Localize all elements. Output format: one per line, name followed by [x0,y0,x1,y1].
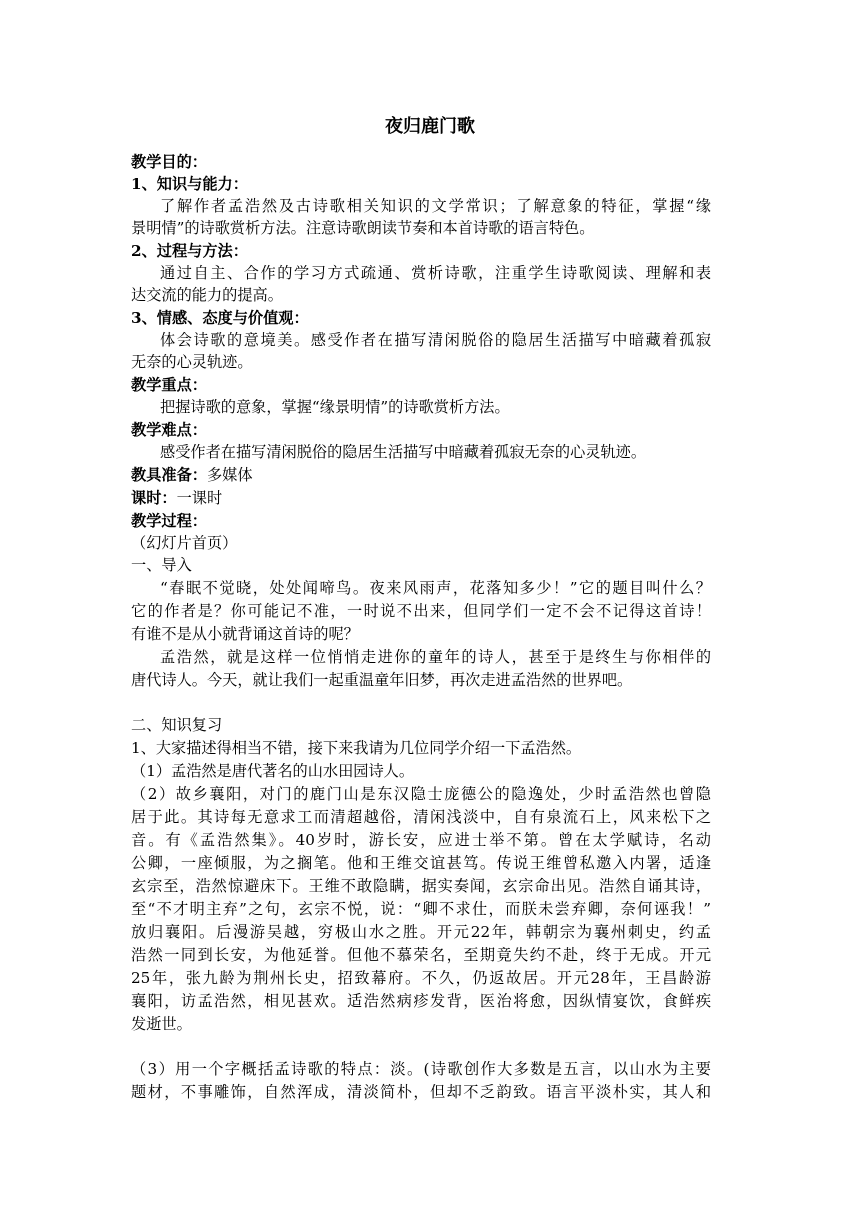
paragraph-line: 体会诗歌的意境美。感受作者在描写清闲脱俗的隐居生活描写中暗藏着孤寂 [160,331,711,349]
paragraph-line: 放归襄阳。后漫游吴越，穷极山水之胜。开元22年，韩朝宗为襄州刺史，约孟 [131,923,711,941]
paragraph-line: 通过自主、合作的学习方式疏通、赏析诗歌，注重学生诗歌阅读、理解和表 [160,264,711,282]
class-hours-label: 课时： [131,489,177,507]
paragraph-line: （幻灯片首页） [131,534,238,552]
paragraph-line: 有谁不是从小就背诵这首诗的呢？ [131,625,359,643]
teaching-aids-value: 多媒体 [206,466,253,484]
section-heading-objectives: 教学目的： [131,153,207,171]
document-title: 夜归鹿门歌 [385,116,475,137]
paragraph-line: 达交流的能力的提高。 [131,286,283,304]
paragraph-line: （3）用一个字概括孟诗歌的特点：淡。(诗歌创作大多数是五言，以山水为主要 [131,1060,711,1078]
paragraph-line: 景明情”的诗歌赏析方法。注意诗歌朗读节奏和本首诗歌的语言特色。 [131,219,595,237]
subsection-heading-intro: 一、导入 [131,556,192,574]
paragraph-line: 了解作者孟浩然及古诗歌相关知识的文学常识；了解意象的特征，掌握“缘 [160,197,711,215]
class-hours-line [131,487,222,509]
paragraph-line: 1、大家描述得相当不错，接下来我请为几位同学介绍一下孟浩然。 [131,739,582,757]
paragraph-line: 唐代诗人。今天，就让我们一起重温童年旧梦，再次走进孟浩然的世界吧。 [131,671,633,689]
paragraph-line: （2）故乡襄阳，对门的鹿门山是东汉隐士庞德公的隐逸处，少时孟浩然也曾隐 [131,785,711,803]
paragraph-line: 它的作者是？你可能记不准，一时说不出来，但同学们一定不会不记得这首诗！ [131,602,711,620]
paragraph-line: 居于此。其诗每无意求工而清超越俗，清闲浅淡中，自有泉流石上，风来松下之 [131,808,711,826]
subheading-process: 2、过程与方法： [131,242,248,260]
paragraph-line: 音。有《孟浩然集》。40岁时，游长安，应进士举不第。曾在太学赋诗，名动 [131,831,711,849]
paragraph-line: 发逝世。 [131,1015,192,1033]
paragraph-line: 孟浩然，就是这样一位悄悄走进你的童年的诗人，甚至于是终生与你相伴的 [160,648,711,666]
teaching-aids-line [131,464,253,486]
paragraph-line: 玄宗至，浩然惊避床下。王维不敢隐瞒，据实奏闻，玄宗命出见。浩然自诵其诗， [131,877,711,895]
paragraph-line: 公卿，一座倾服，为之搁笔。他和王维交谊甚笃。传说王维曾私邀入内署，适逢 [131,854,711,872]
subheading-knowledge: 1、知识与能力： [131,175,248,193]
paragraph-line: 襄阳，访孟浩然，相见甚欢。适浩然病疹发背，医治将愈，因纵情宴饮，食鲜疾 [131,992,711,1010]
paragraph-line: 25年，张九龄为荆州长史，招致幕府。不久，仍返故居。开元28年，王昌龄游 [131,969,711,987]
teaching-aids-label: 教具准备： [131,466,207,484]
section-heading-difficulties: 教学难点： [131,421,207,439]
paragraph-line: 题材，不事雕饰，自然浑成，清淡简朴，但却不乏韵致。语言平淡朴实，其人和 [131,1083,711,1101]
paragraph-line: 把握诗歌的意象，掌握“缘景明情”的诗歌赏析方法。 [160,398,510,416]
class-hours-value: 一课时 [176,489,223,507]
section-heading-key-points: 教学重点： [131,376,207,394]
subheading-emotion: 3、情感、态度与价值观： [131,309,309,327]
subsection-heading-review: 二、知识复习 [131,716,223,734]
section-heading-process: 教学过程： [131,512,207,530]
paragraph-line: 感受作者在描写清闲脱俗的隐居生活描写中暗藏着孤寂无奈的心灵轨迹。 [160,443,646,461]
paragraph-line: 至“不才明主弃”之句，玄宗不悦，说：“卿不求仕，而朕未尝弃卿，奈何诬我！” [131,900,711,918]
paragraph-line: “春眠不觉晓，处处闻啼鸟。夜来风雨声，花落知多少！”它的题目叫什么？ [160,579,711,597]
paragraph-line: 浩然一同到长安，为他延誉。但他不慕荣名，至期竟失约不赴，终于无成。开元 [131,946,711,964]
paragraph-line: （1）孟浩然是唐代著名的山水田园诗人。 [131,762,415,780]
paragraph-line: 无奈的心灵轨迹。 [131,353,253,371]
